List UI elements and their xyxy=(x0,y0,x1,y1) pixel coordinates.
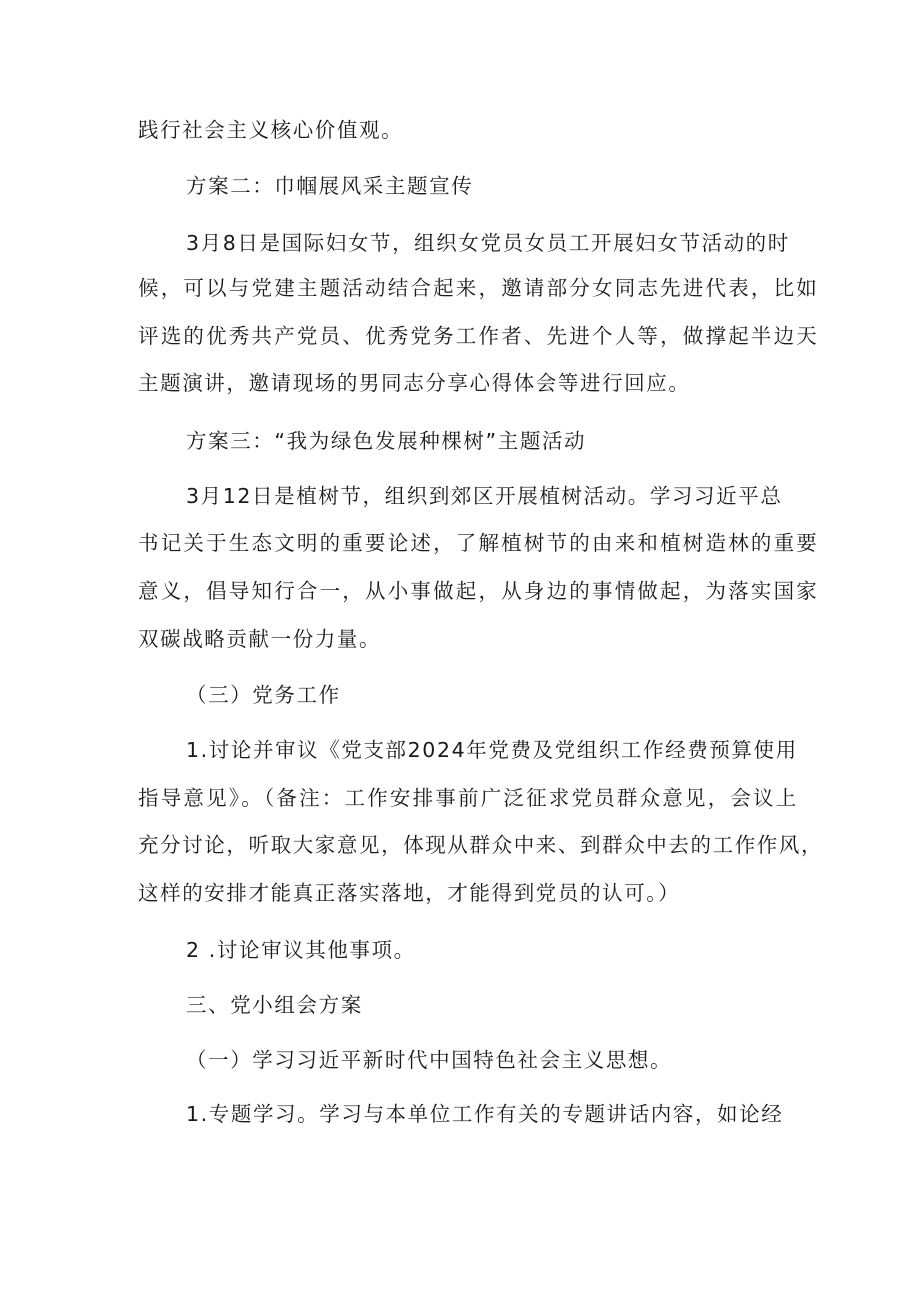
paragraph-line: 2 .讨论审议其他事项。 xyxy=(186,938,416,962)
paragraph-line: 指导意见》。（备注：工作安排事前广泛征求党员群众意见，会议上 xyxy=(138,786,799,810)
section-heading: 方案三：“我为绿色发展种棵树”主题活动 xyxy=(186,429,587,453)
paragraph-line: 践行社会主义核心价值观。 xyxy=(138,118,404,142)
section-heading: （三）党务工作 xyxy=(186,683,341,707)
paragraph-line: 1.讨论并审议《党支部2024年党费及党组织工作经费预算使用 xyxy=(186,738,798,762)
paragraph-line: 3月12日是植树节，组织到郊区开展植树活动。学习习近平总 xyxy=(186,484,783,508)
paragraph-line: 评选的优秀共产党员、优秀党务工作者、先进个人等，做撑起半边天 xyxy=(138,324,819,348)
paragraph-line: 主题演讲，邀请现场的男同志分享心得体会等进行回应。 xyxy=(138,371,691,395)
paragraph-line: 3月8日是国际妇女节，组织女党员女员工开展妇女节活动的时 xyxy=(186,231,790,255)
paragraph-line: 候，可以与党建主题活动结合起来，邀请部分女同志先进代表，比如 xyxy=(138,276,819,300)
paragraph-line: 双碳战略贡献一份力量。 xyxy=(138,627,382,651)
paragraph-line: 1.专题学习。学习与本单位工作有关的专题讲话内容，如论经 xyxy=(186,1102,784,1126)
paragraph-line: 充分讨论，听取大家意见，体现从群众中来、到群众中去的工作作风， xyxy=(138,833,824,857)
section-heading: （一）学习习近平新时代中国特色社会主义思想。 xyxy=(186,1048,673,1072)
paragraph-line: 书记关于生态文明的重要论述，了解植树节的由来和植树造林的重要 xyxy=(138,531,819,555)
section-heading: 方案二：巾帼展风采主题宣传 xyxy=(186,174,474,198)
section-heading: 三、党小组会方案 xyxy=(186,993,363,1017)
paragraph-line: 这样的安排才能真正落实落地，才能得到党员的认可。） xyxy=(138,881,681,905)
paragraph-line: 意义，倡导知行合一，从小事做起，从身边的事情做起，为落实国家 xyxy=(138,579,819,603)
